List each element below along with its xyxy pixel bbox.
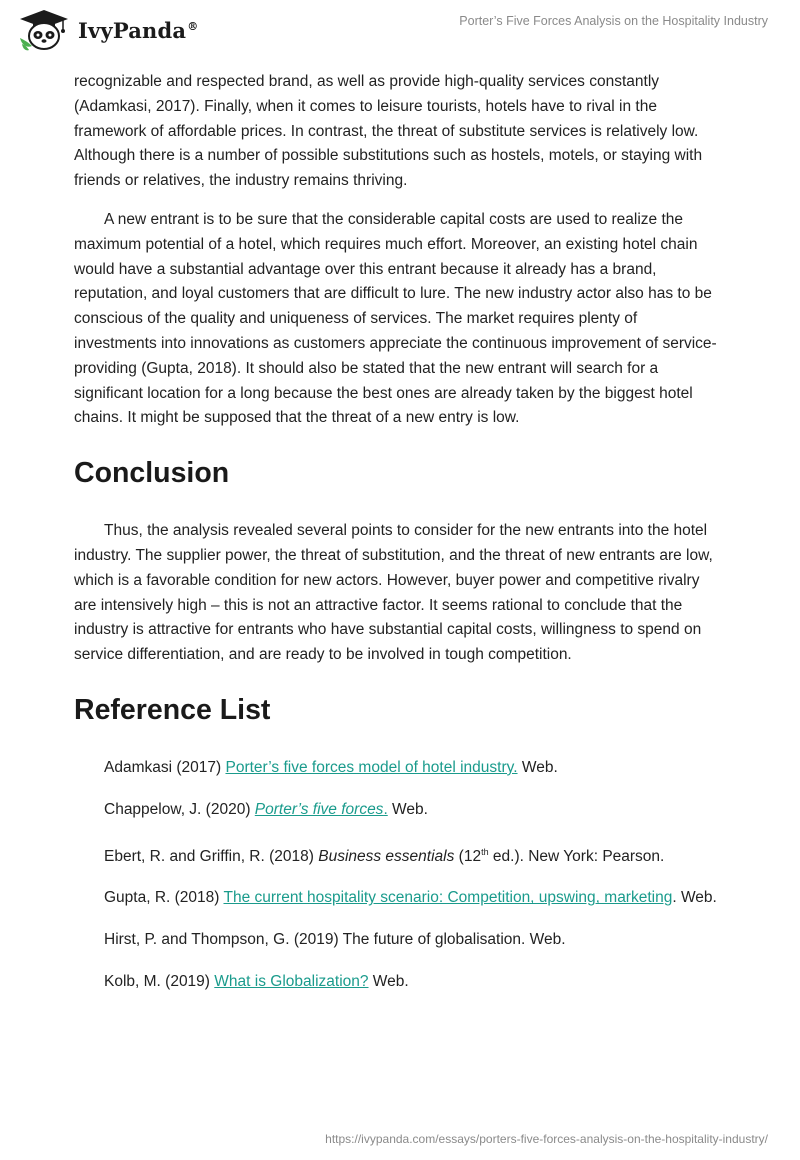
reference-item: Chappelow, J. (2020) Porter’s five forces. Web. [104,800,428,818]
reference-link[interactable]: Porter’s five forces. [254,800,388,818]
paragraph-conclusion: Thus, the analysis revealed several points to consider for the new entrants into the hotel industry. The supplier power, the threat of substitution, and the threat of new entrants are low, which is a favorable condition for new actors. However, buyer power and competitive rivalry are intensively high – this is not an attractive factor. It seems rational to conclude that the industry is attractive for entrants who have substantial capital costs, willingness to spend on service differentiation, and are ready to be involved in tough competition. [74,522,713,664]
reference-item: Adamkasi (2017) Porter’s five forces model of hotel industry. Web. [104,758,558,776]
paragraph-continuation: recognizable and respected brand, as well as provide high-quality services constantly (Adamkasi, 2017). Finally, when it comes to leisure tourists, hotels have to rival in the framework of affordable prices. In contrast, the threat of substitute services is relatively low. Although there is a number of possible substitutions such as hostels, motels, or staying with friends or relatives, the industry remains thriving. [74,73,703,190]
reference-link[interactable]: Porter’s five forces model of hotel industry. [225,758,518,776]
footer-url: https://ivypanda.com/essays/porters-five-forces-analysis-on-the-hospitality-industry/ [325,1132,768,1146]
page-header [0,0,800,70]
paragraph-new-entrant: A new entrant is to be sure that the considerable capital costs are used to realize the maximum potential of a hotel, which requires much effort. Moreover, an existing hotel chain would have a substantial advantage over this entrant because it already has a brand, reputation, and loyal customers that are difficult to lure. The new industry actor also has to be conscious of the quality and uniqueness of services. The market requires plenty of investments into innovations as customers appreciate the continuous improvement of service-providing (Gupta, 2018). It should also be stated that the new entrant will search for a significant location for a long because the best ones are already taken by the biggest hotel chains. It might be supposed that the threat of a new entry is low. [74,210,717,427]
panda-mascot-icon [16,8,72,52]
essay-body [74,70,722,995]
reference-item: Hirst, P. and Thompson, G. (2019) The future of globalisation. Web. [104,931,566,949]
brand-logo[interactable] [16,8,198,52]
brand-name: IvyPanda® [78,17,199,43]
reference-list-heading: Reference List [74,693,271,726]
reference-item: Gupta, R. (2018) The current hospitality scenario: Competition, upswing, marketing. Web. [104,889,717,907]
reference-item: Kolb, M. (2019) What is Globalization? Web. [104,973,409,991]
reference-item: Ebert, R. and Griffin, R. (2018) Business essentials (12th ed.). New York: Pearson. [104,846,665,865]
document-title: Porter’s Five Forces Analysis on the Hospitality Industry [459,14,768,28]
reference-link[interactable]: The current hospitality scenario: Competition, upswing, marketing [223,889,673,907]
conclusion-heading: Conclusion [74,457,230,490]
reference-link[interactable]: What is Globalization? [214,973,369,991]
